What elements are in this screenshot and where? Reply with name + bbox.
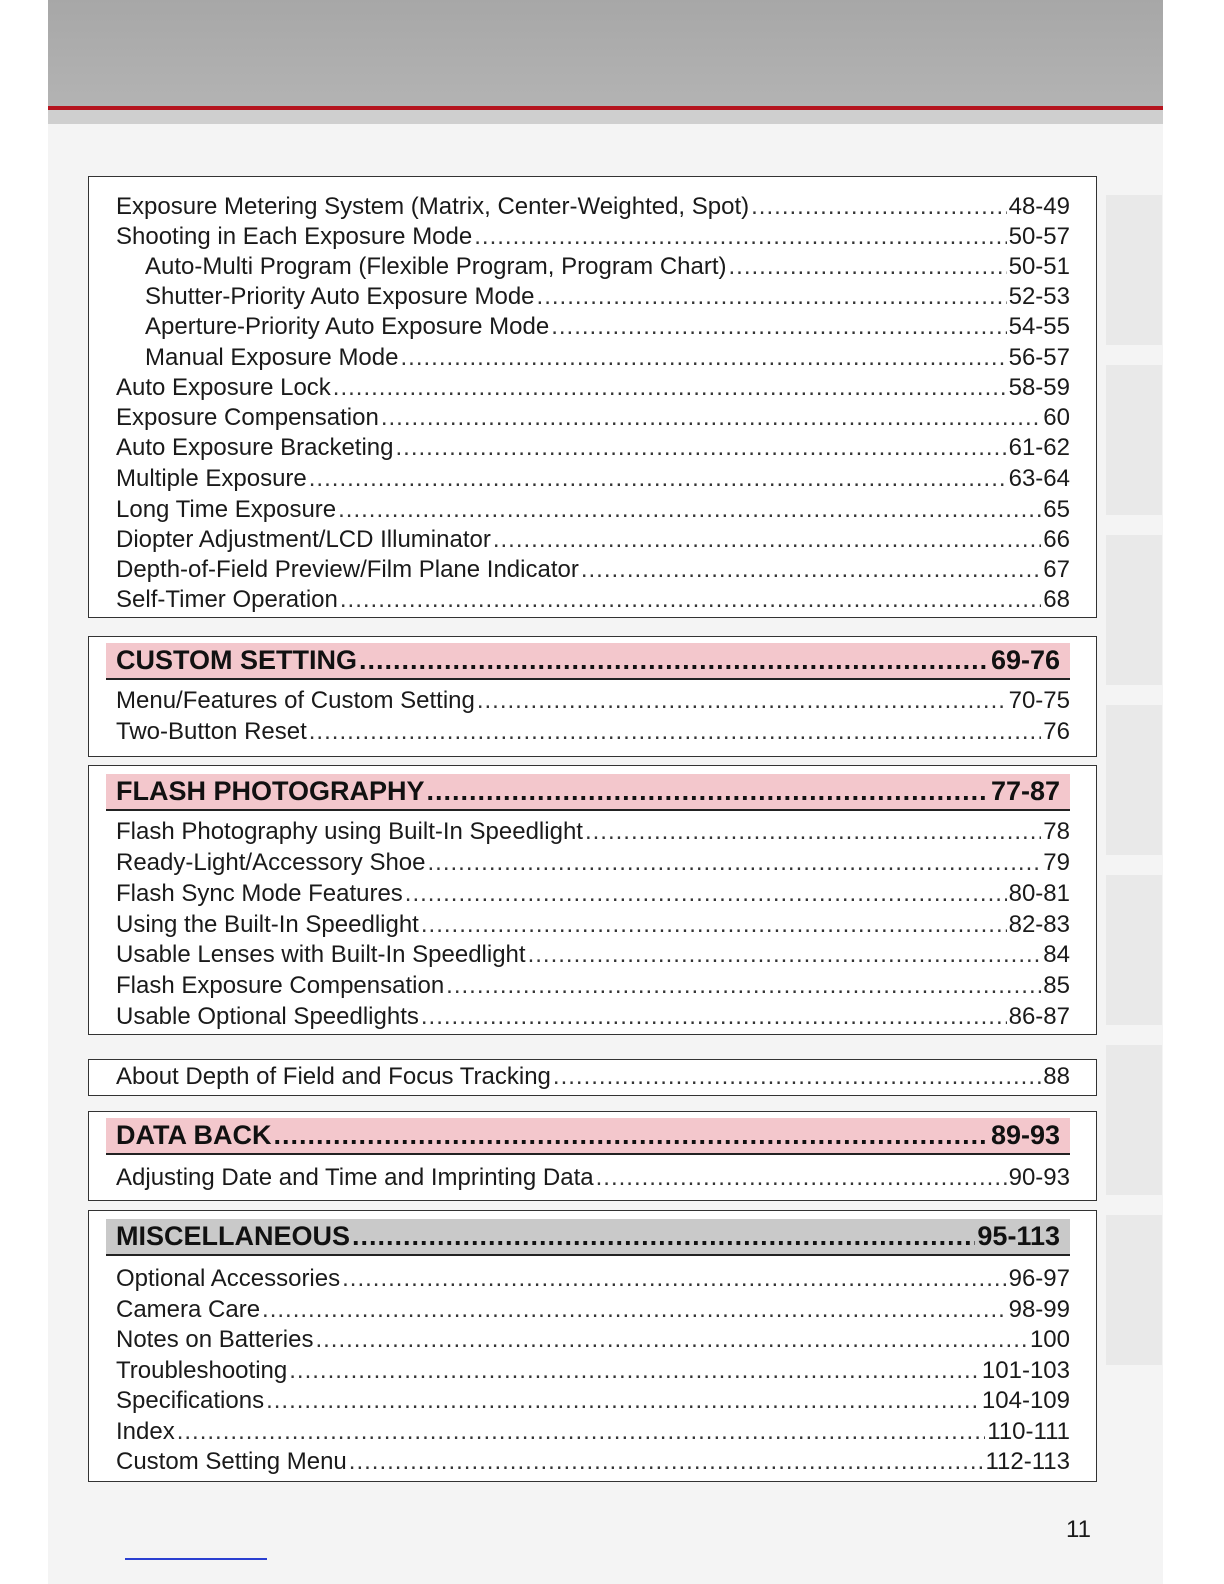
entry-title: Menu/Features of Custom Setting: [116, 687, 475, 714]
heading-title: MISCELLANEOUS: [116, 1221, 351, 1251]
entry-title: Flash Sync Mode Features: [116, 880, 403, 907]
entry-title: About Depth of Field and Focus Tracking: [116, 1063, 551, 1090]
entry-pages: 79: [1043, 849, 1070, 876]
heading-pages: 95-113: [977, 1221, 1060, 1251]
entry-pages: 58-59: [1008, 374, 1070, 401]
entry-pages: 100: [1029, 1326, 1070, 1353]
side-tab: [1106, 365, 1162, 515]
toc-entry[interactable]: [116, 848, 1070, 878]
heading-pages: 89-93: [990, 1120, 1060, 1150]
toc-entry[interactable]: [116, 879, 1070, 909]
entry-title: Usable Optional Speedlights: [116, 1003, 419, 1030]
toc-box-custom-setting: [88, 636, 1097, 757]
toc-entry[interactable]: [116, 585, 1070, 615]
entry-pages: 50-57: [1008, 223, 1070, 250]
side-tab: [1106, 195, 1162, 345]
entry-title: Specifications: [116, 1387, 265, 1414]
entry-pages: 50-51: [1008, 253, 1070, 280]
header-band: [48, 0, 1163, 106]
entry-pages: 56-57: [1008, 344, 1070, 371]
side-tab-strip: [1106, 195, 1162, 1415]
entry-pages: 90-93: [1008, 1164, 1070, 1191]
entry-pages: 68: [1043, 586, 1070, 613]
entry-pages: 84: [1043, 941, 1070, 968]
entry-pages: 82-83: [1008, 911, 1070, 938]
side-tab: [1106, 1215, 1162, 1365]
dot-leader: [537, 282, 1007, 312]
page-number: 11: [1066, 1516, 1091, 1543]
dot-leader: [751, 192, 1006, 222]
dot-leader: [381, 403, 1041, 433]
dot-leader: [551, 312, 1006, 342]
entry-pages: 52-53: [1008, 283, 1070, 310]
entry-title: Index: [116, 1418, 175, 1445]
dot-leader: [474, 222, 1006, 252]
section-heading-flash-photography[interactable]: [106, 774, 1070, 811]
toc-box-exposure: [88, 176, 1097, 618]
dot-leader: [581, 555, 1041, 585]
entry-pages: 96-97: [1008, 1265, 1070, 1292]
dot-leader: [273, 1120, 988, 1151]
toc-entry[interactable]: [116, 1417, 1070, 1447]
toc-entry[interactable]: [116, 495, 1070, 525]
entry-title: Auto-Multi Program (Flexible Program, Program Chart): [145, 253, 727, 280]
toc-entry[interactable]: [116, 1386, 1070, 1416]
toc-entry[interactable]: [116, 525, 1070, 555]
dot-leader: [289, 1356, 980, 1386]
entry-pages: 63-64: [1008, 465, 1070, 492]
entry-title: Troubleshooting: [116, 1357, 288, 1384]
toc-entry[interactable]: [116, 1163, 1070, 1193]
entry-pages: 86-87: [1008, 1003, 1070, 1030]
entry-title: Exposure Metering System (Matrix, Center-Weighted, Spot): [116, 193, 750, 220]
entry-title: Shooting in Each Exposure Mode: [116, 223, 473, 250]
toc-entry[interactable]: [116, 1447, 1070, 1477]
entry-title: Flash Photography using Built-In Speedlight: [116, 818, 583, 845]
dot-leader: [553, 1062, 1041, 1092]
dot-leader: [405, 879, 1007, 909]
dot-leader: [315, 1325, 1028, 1355]
entry-pages: 54-55: [1008, 313, 1070, 340]
dot-leader: [309, 464, 1007, 494]
dot-leader: [309, 717, 1042, 747]
side-tab: [1106, 1045, 1162, 1195]
toc-subentry[interactable]: [145, 343, 1070, 373]
dot-leader: [421, 910, 1007, 940]
side-tab: [1106, 705, 1162, 855]
toc-entry[interactable]: [116, 555, 1070, 585]
toc-box-flash-photography: [88, 765, 1097, 1035]
entry-pages: 98-99: [1008, 1296, 1070, 1323]
dot-leader: [446, 971, 1041, 1001]
entry-title: Manual Exposure Mode: [145, 344, 399, 371]
dot-leader: [338, 495, 1041, 525]
toc-subentry[interactable]: [145, 282, 1070, 312]
entry-title: Aperture-Priority Auto Exposure Mode: [145, 313, 550, 340]
entry-title: Using the Built-In Speedlight: [116, 911, 419, 938]
entry-pages: 65: [1043, 496, 1070, 523]
section-heading-data-back[interactable]: [106, 1118, 1070, 1155]
dot-leader: [585, 817, 1041, 847]
entry-pages: 104-109: [981, 1387, 1070, 1414]
entry-title: Exposure Compensation: [116, 404, 379, 431]
toc-subentry[interactable]: [145, 252, 1070, 282]
dot-leader: [400, 343, 1006, 373]
toc-entry[interactable]: [116, 686, 1070, 716]
entry-title: Auto Exposure Bracketing: [116, 434, 394, 461]
toc-subentry[interactable]: [145, 312, 1070, 342]
toc-entry[interactable]: [116, 192, 1070, 222]
dot-leader: [396, 433, 1007, 463]
toc-entry[interactable]: [116, 717, 1070, 747]
dot-leader: [333, 373, 1007, 403]
dot-leader: [266, 1386, 980, 1416]
dot-leader: [340, 585, 1041, 615]
entry-title: Usable Lenses with Built-In Speedlight: [116, 941, 526, 968]
dot-leader: [493, 525, 1041, 555]
dot-leader: [359, 645, 989, 676]
entry-pages: 80-81: [1008, 880, 1070, 907]
bottom-link-line: [125, 1558, 267, 1560]
header-grey-strip: [48, 110, 1163, 124]
section-heading-custom-setting[interactable]: [106, 643, 1070, 680]
entry-title: Diopter Adjustment/LCD Illuminator: [116, 526, 491, 553]
entry-title: Adjusting Date and Time and Imprinting Data: [116, 1164, 594, 1191]
toc-entry[interactable]: [116, 910, 1070, 940]
toc-box-miscellaneous: [88, 1210, 1097, 1482]
dot-leader: [427, 776, 989, 807]
toc-entry[interactable]: [116, 1295, 1070, 1325]
entry-title: Self-Timer Operation: [116, 586, 338, 613]
toc-entry[interactable]: [116, 971, 1070, 1001]
entry-title: Two-Button Reset: [116, 718, 307, 745]
heading-pages: 77-87: [990, 776, 1060, 806]
side-tab: [1106, 875, 1162, 1025]
entry-title: Ready-Light/Accessory Shoe: [116, 849, 426, 876]
entry-title: Custom Setting Menu: [116, 1448, 347, 1475]
heading-title: FLASH PHOTOGRAPHY: [116, 776, 425, 806]
toc-box-data-back: [88, 1111, 1097, 1201]
entry-title: Auto Exposure Lock: [116, 374, 331, 401]
dot-leader: [352, 1221, 975, 1252]
entry-pages: 67: [1043, 556, 1070, 583]
entry-title: Flash Exposure Compensation: [116, 972, 445, 999]
toc-entry[interactable]: [116, 1002, 1070, 1032]
entry-pages: 112-113: [985, 1448, 1070, 1475]
heading-title: CUSTOM SETTING: [116, 645, 358, 675]
entry-pages: 60: [1043, 404, 1070, 431]
entry-title: Depth-of-Field Preview/Film Plane Indicator: [116, 556, 579, 583]
entry-pages: 70-75: [1008, 687, 1070, 714]
heading-title: DATA BACK: [116, 1120, 272, 1150]
toc-entry[interactable]: [116, 373, 1070, 403]
entry-title: Long Time Exposure: [116, 496, 337, 523]
entry-pages: 101-103: [981, 1357, 1070, 1384]
entry-title: Camera Care: [116, 1296, 261, 1323]
toc-entry[interactable]: [116, 1356, 1070, 1386]
entry-title: Shutter-Priority Auto Exposure Mode: [145, 283, 535, 310]
entry-title: Multiple Exposure: [116, 465, 307, 492]
section-heading-miscellaneous[interactable]: [106, 1219, 1070, 1256]
toc-entry[interactable]: [116, 1264, 1070, 1294]
dot-leader: [262, 1295, 1007, 1325]
toc-entry[interactable]: [116, 1325, 1070, 1355]
toc-entry[interactable]: [116, 940, 1070, 970]
entry-pages: 76: [1043, 718, 1070, 745]
dot-leader: [349, 1447, 984, 1477]
heading-pages: 69-76: [990, 645, 1060, 675]
entry-pages: 48-49: [1008, 193, 1070, 220]
dot-leader: [428, 848, 1042, 878]
entry-pages: 66: [1043, 526, 1070, 553]
toc-box-depth-of-field: [88, 1059, 1097, 1096]
entry-pages: 110-111: [987, 1418, 1070, 1445]
dot-leader: [177, 1417, 986, 1447]
entry-pages: 88: [1043, 1063, 1070, 1090]
side-tab: [1106, 535, 1162, 685]
toc-entry[interactable]: [116, 817, 1070, 847]
toc-entry[interactable]: [116, 1062, 1070, 1092]
dot-leader: [477, 686, 1007, 716]
entry-title: Notes on Batteries: [116, 1326, 314, 1353]
dot-leader: [729, 252, 1007, 282]
entry-pages: 78: [1043, 818, 1070, 845]
toc-entry[interactable]: [116, 464, 1070, 494]
dot-leader: [342, 1264, 1007, 1294]
dot-leader: [596, 1163, 1007, 1193]
entry-title: Optional Accessories: [116, 1265, 341, 1292]
toc-entry[interactable]: [116, 403, 1070, 433]
toc-entry[interactable]: [116, 222, 1070, 252]
entry-pages: 61-62: [1008, 434, 1070, 461]
toc-entry[interactable]: [116, 433, 1070, 463]
dot-leader: [421, 1002, 1007, 1032]
entry-pages: 85: [1043, 972, 1070, 999]
dot-leader: [528, 940, 1042, 970]
